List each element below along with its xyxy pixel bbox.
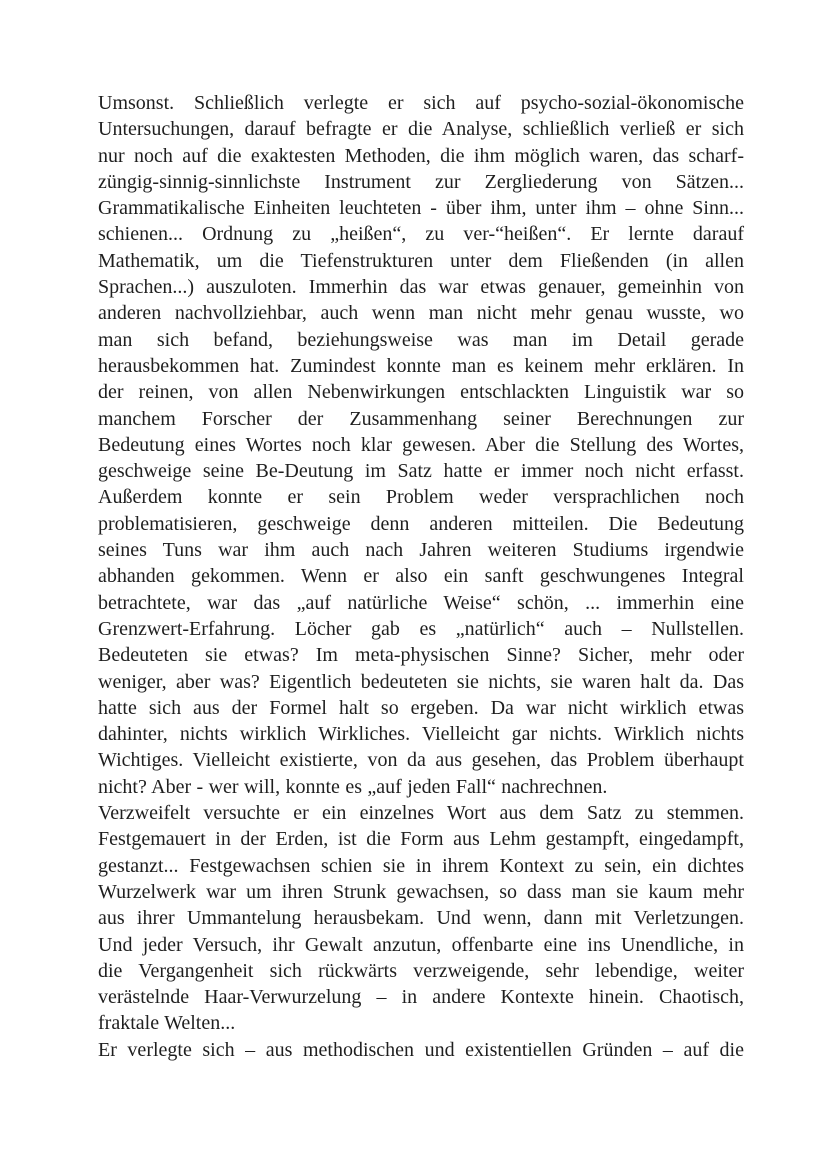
- text-line: dahinter, nichts wirklich Wirkliches. Vielleicht gar nichts. Wirklich nichts: [98, 723, 744, 746]
- text-line: der reinen, von allen Nebenwirkungen entschlackten Linguistik war so: [98, 381, 744, 404]
- text-line: fraktale Welten...: [98, 1012, 236, 1035]
- text-line: schienen... Ordnung zu „heißen“, zu ver-“heißen“. Er lernte darauf: [98, 223, 744, 246]
- text-line: weniger, aber was? Eigentlich bedeuteten sie nichts, sie waren halt da. Das: [98, 670, 744, 693]
- text-line: herausbekommen hat. Zumindest konnte man es keinem mehr erklären. In: [98, 354, 744, 377]
- text-line: verästelnde Haar-Verwurzelung – in andere Kontexte hinein. Chaotisch,: [98, 986, 744, 1009]
- text-line: Grenzwert-Erfahrung. Löcher gab es „natürlich“ auch – Nullstellen.: [98, 617, 744, 640]
- text-line: Festgemauert in der Erden, ist die Form aus Lehm gestampft, eingedampft,: [98, 828, 744, 851]
- text-line: Wichtiges. Vielleicht existierte, von da aus gesehen, das Problem überhaupt: [98, 749, 744, 772]
- text-line: Und jeder Versuch, ihr Gewalt anzutun, offenbarte eine ins Unendliche, in: [98, 933, 744, 956]
- text-line: Grammatikalische Einheiten leuchteten - über ihm, unter ihm – ohne Sinn...: [98, 197, 744, 220]
- text-line: seines Tuns war ihm auch nach Jahren weiteren Studiums irgendwie: [98, 539, 744, 562]
- text-line: Bedeuteten sie etwas? Im meta-physischen Sinne? Sicher, mehr oder: [98, 644, 744, 667]
- text-line: manchem Forscher der Zusammenhang seiner Berechnungen zur: [98, 407, 744, 430]
- text-line: Sprachen...) auszuloten. Immerhin das war etwas genauer, gemeinhin von: [98, 276, 744, 299]
- text-line: aus ihrer Ummantelung herausbekam. Und wenn, dann mit Verletzungen.: [98, 907, 744, 930]
- text-line: nur noch auf die exaktesten Methoden, die ihm möglich waren, das scharf-: [98, 144, 744, 167]
- text-line: nicht? Aber - wer will, konnte es „auf jeden Fall“ nachrechnen.: [98, 775, 608, 798]
- text-line: züngig-sinnig-sinnlichste Instrument zur Zergliederung von Sätzen...: [98, 170, 744, 193]
- text-line: Mathematik, um die Tiefenstrukturen unter dem Fließenden (in allen: [98, 249, 744, 272]
- paragraph-3: [98, 1037, 744, 1063]
- text-line: Er verlegte sich – aus methodischen und existentiellen Gründen – auf die: [98, 1038, 744, 1061]
- text-line: geschweige seine Be-Deutung im Satz hatte er immer noch nicht erfasst.: [98, 460, 744, 483]
- text-line: Verzweifelt versuchte er ein einzelnes Wort aus dem Satz zu stemmen.: [98, 802, 744, 825]
- body-text-block: [98, 90, 744, 1063]
- text-line: anderen nachvollziehbar, auch wenn man nicht mehr genau wusste, wo: [98, 302, 744, 325]
- text-line: man sich befand, beziehungsweise was man im Detail gerade: [98, 328, 744, 351]
- text-line: Umsonst. Schließlich verlegte er sich auf psycho-sozial-ökonomische: [98, 92, 744, 114]
- text-line: gestanzt... Festgewachsen schien sie in ihrem Kontext zu sein, ein dichtes: [98, 854, 744, 877]
- text-line: Bedeutung eines Wortes noch klar gewesen. Aber die Stellung des Wortes,: [98, 433, 744, 456]
- text-line: problematisieren, geschweige denn anderen mitteilen. Die Bedeutung: [98, 512, 744, 535]
- text-line: betrachtete, war das „auf natürliche Weise“ schön, ... immerhin eine: [98, 591, 744, 614]
- paragraph-2: [98, 800, 744, 1037]
- text-line: die Vergangenheit sich rückwärts verzweigende, sehr lebendige, weiter: [98, 959, 744, 982]
- text-line: abhanden gekommen. Wenn er also ein sanft geschwungenes Integral: [98, 565, 744, 588]
- text-line: hatte sich aus der Formel halt so ergeben. Da war nicht wirklich etwas: [98, 696, 744, 719]
- text-line: Außerdem konnte er sein Problem weder versprachlichen noch: [98, 486, 744, 509]
- paragraph-1: [98, 90, 744, 800]
- text-line: Untersuchungen, darauf befragte er die Analyse, schließlich verließ er sich: [98, 118, 744, 141]
- text-line: Wurzelwerk war um ihren Strunk gewachsen, so dass man sie kaum mehr: [98, 880, 744, 903]
